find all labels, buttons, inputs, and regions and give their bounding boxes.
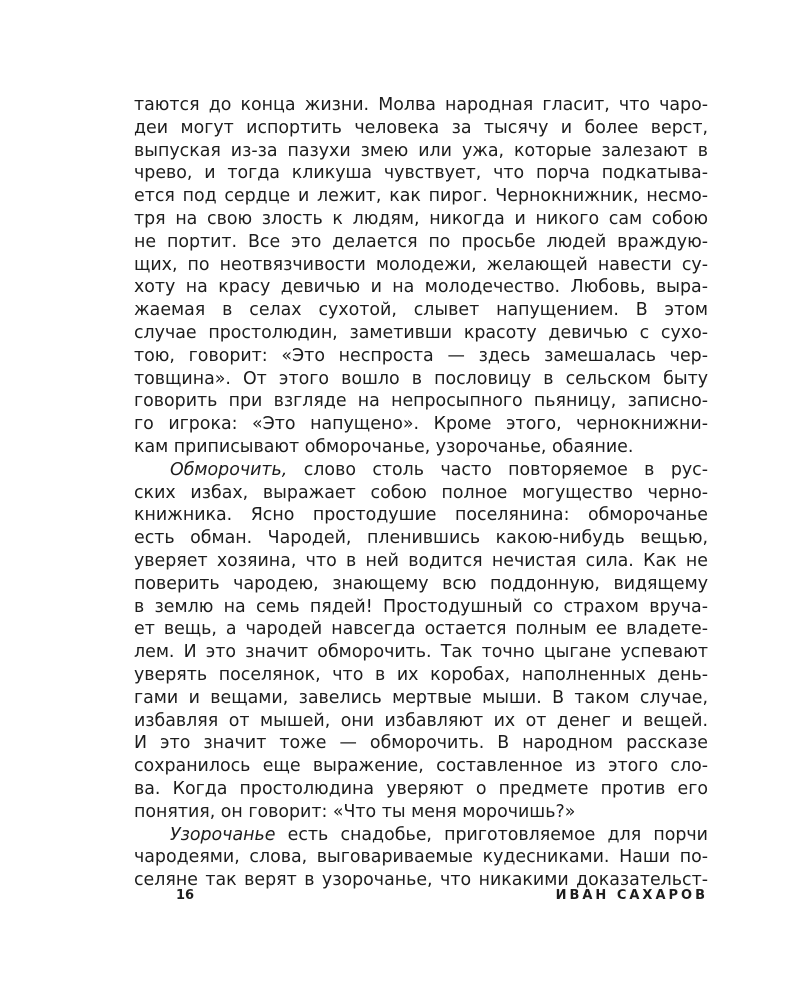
text-line: товщина». От этого вошло в пословицу в сельском быту bbox=[134, 368, 708, 389]
text-line: чародеями, слова, выговариваемые кудесниками. Наши по- bbox=[134, 847, 708, 868]
text-line: жаемая в селах сухотой, слывет напущением. В этом bbox=[134, 300, 708, 321]
text-line: хоту на красу девичью и на молодечество. Любовь, выра- bbox=[134, 277, 708, 298]
text-line: поверить чародею, знающему всю поддонную, видящему bbox=[134, 573, 708, 594]
text-line: лем. И это значит обморочить. Так точно цыгане успевают bbox=[134, 642, 708, 663]
text-line: селяне так верят в узорочанье, что никакими доказательст- bbox=[134, 870, 708, 891]
text-line: гами и вещами, завелись мертвые мыши. В таком случае, bbox=[134, 687, 708, 708]
text-line: ется под сердце и лежит, как пирог. Чернокнижник, несмо- bbox=[134, 186, 708, 207]
text-line: книжника. Ясно простодушие поселянина: обморочанье bbox=[134, 505, 708, 526]
text-line: тою, говорит: «Это неспроста — здесь замешалась чер- bbox=[134, 345, 708, 366]
text-line: таются до конца жизни. Молва народная гласит, что чаро- bbox=[134, 95, 708, 115]
body-text bbox=[134, 94, 708, 892]
text-line: уверять поселянок, что в их коробах, наполненных день- bbox=[134, 664, 708, 685]
text-line: тря на свою злость к людям, никогда и никого сам собою bbox=[134, 208, 708, 229]
text-line: в землю на семь пядей! Простодушный со страхом вруча- bbox=[134, 596, 708, 617]
text-line: го игрока: «Это напущено». Кроме этого, чернокнижни- bbox=[134, 414, 708, 435]
text-line: есть обман. Чародей, пленившись какою-нибудь вещью, bbox=[134, 528, 708, 549]
text-line: И это значит тоже — обморочить. В народном рассказе bbox=[134, 733, 708, 754]
text-line: чрево, и тогда кликуша чувствует, что порча подкатыва- bbox=[134, 163, 708, 184]
text-line: щих, по неотвязчивости молодежи, желающей навести су- bbox=[134, 254, 708, 275]
running-head-author: ИВАН САХАРОВ bbox=[555, 888, 708, 903]
paragraph-start-line bbox=[134, 459, 708, 482]
text-line: уверяет хозяина, что в ней водится нечистая сила. Как не bbox=[134, 550, 708, 571]
text-line: кам приписывают обморочанье, узорочанье, обаяние. bbox=[134, 436, 634, 457]
text-line: не портит. Все это делается по просьбе людей враждую- bbox=[134, 231, 708, 252]
text-line: понятия, он говорит: «Что ты меня морочишь?» bbox=[134, 801, 576, 822]
text-line: сохранилось еще выражение, составленное из этого сло- bbox=[134, 756, 708, 777]
italic-term: Обморочить, bbox=[170, 459, 288, 480]
paragraph-start-line bbox=[134, 824, 708, 847]
text-line: избавляя от мышей, они избавляют их от денег и вещей. bbox=[134, 710, 708, 731]
text-line: деи могут испортить человека за тысячу и более верст, bbox=[134, 117, 708, 138]
text-line: случае простолюдин, заметивши красоту девичью с сухо- bbox=[134, 322, 708, 343]
text-line: ет вещь, а чародей навсегда остается полным ее владете- bbox=[134, 619, 708, 640]
text-line: ских избах, выражает собою полное могущество черно- bbox=[134, 482, 708, 503]
page-number: 16 bbox=[176, 888, 195, 903]
text-line-rest: есть снадобье, приготовляемое для порчи bbox=[287, 824, 708, 845]
text-line: говорить при взгляде на непросыпного пьяницу, записно- bbox=[134, 391, 708, 412]
text-line-rest: слово столь часто повторяемое в рус- bbox=[303, 459, 708, 480]
italic-term: Узорочанье bbox=[170, 824, 276, 845]
text-line: выпуская из-за пазухи змею или ужа, которые залезают в bbox=[134, 140, 708, 161]
text-line: ва. Когда простолюдина уверяют о предмете против его bbox=[134, 778, 708, 799]
